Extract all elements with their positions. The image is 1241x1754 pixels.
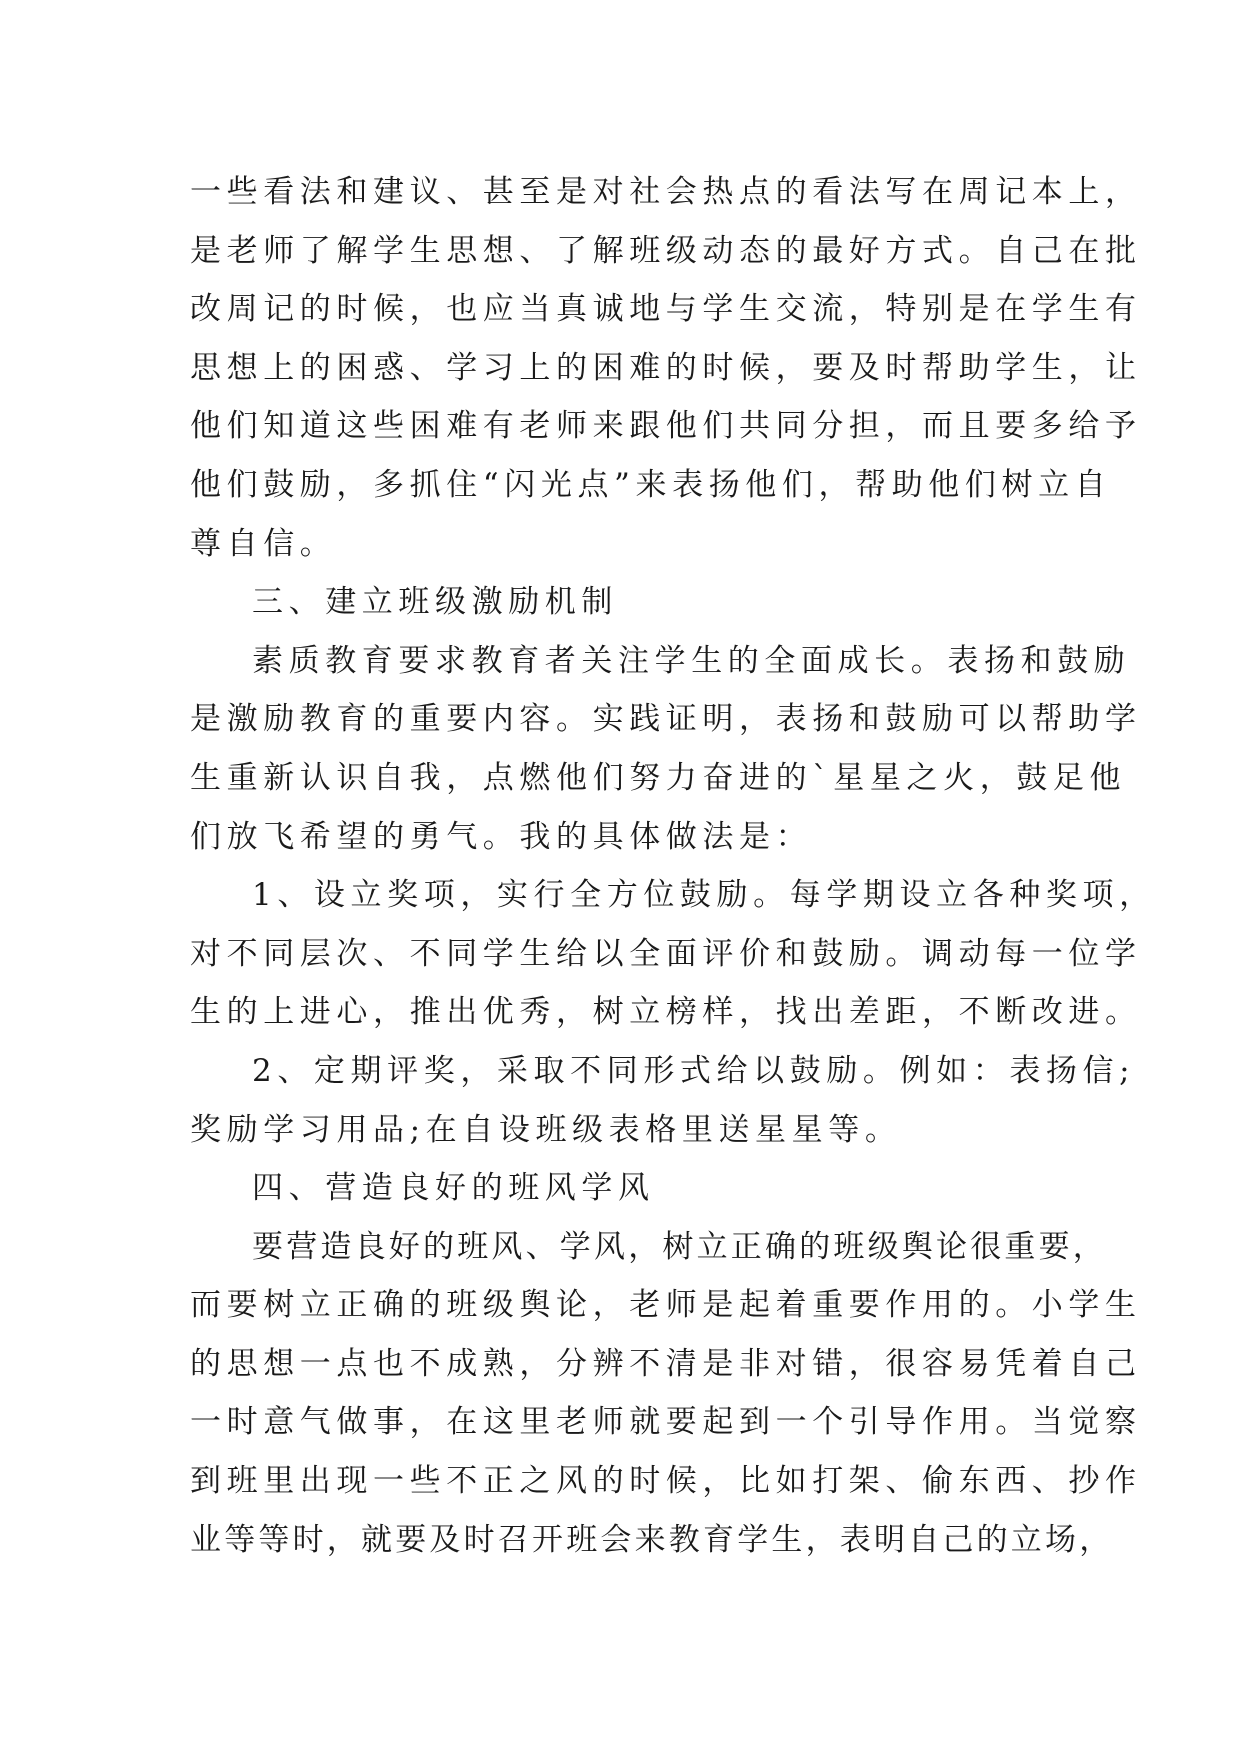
text-line: 一时意气做事，在这里老师就要起到一个引导作用。当觉察 [190,1404,1142,1441]
text-line: 奖励学习用品;在自设班级表格里送星星等。 [190,1111,902,1148]
text-line: 的思想一点也不成熟，分辨不清是非对错，很容易凭着自己 [190,1345,1142,1382]
text-line: 生重新认识自我，点燃他们努力奋进的`星星之火，鼓足他 [190,759,1127,796]
text-line: 而要树立正确的班级舆论，老师是起着重要作用的。小学生 [190,1287,1142,1324]
list-item: 2、定期评奖，采取不同形式给以鼓励。例如：表扬信; [252,1052,1136,1089]
section-heading: 四、营造良好的班风学风 [252,1170,655,1207]
text-line: 素质教育要求教育者关注学生的全面成长。表扬和鼓励 [252,642,1131,679]
list-item: 1、设立奖项，实行全方位鼓励。每学期设立各种奖项， [252,877,1156,914]
body-text [190,163,1156,1569]
section-heading: 三、建立班级激励机制 [252,584,618,621]
text-line: 改周记的时候，也应当真诚地与学生交流，特别是在学生有 [190,291,1142,328]
text-line: 要营造良好的班风、学风，树立正确的班级舆论很重要， [252,1228,1107,1265]
text-line: 生的上进心，推出优秀，树立榜样，找出差距，不断改进。 [190,994,1142,1031]
text-line: 尊自信。 [190,525,337,562]
text-line: 们放飞希望的勇气。我的具体做法是： [190,818,813,855]
text-line: 他们知道这些困难有老师来跟他们共同分担，而且要多给予 [190,408,1142,445]
text-line: 是老师了解学生思想、了解班级动态的最好方式。自己在批 [190,232,1142,269]
text-line: 是激励教育的重要内容。实践证明，表扬和鼓励可以帮助学 [190,701,1142,738]
text-line: 他们鼓励，多抓住“闪光点”来表扬他们，帮助他们树立自 [190,466,1112,503]
text-line: 业等等时，就要及时召开班会来教育学生，表明自己的立场， [190,1521,1114,1558]
text-line: 到班里出现一些不正之风的时候，比如打架、偷东西、抄作 [190,1463,1142,1500]
text-line: 思想上的困惑、学习上的困难的时候，要及时帮助学生，让 [190,349,1142,386]
text-line: 一些看法和建议、甚至是对社会热点的看法写在周记本上， [190,174,1142,210]
text-line: 对不同层次、不同学生给以全面评价和鼓励。调动每一位学 [190,935,1142,972]
